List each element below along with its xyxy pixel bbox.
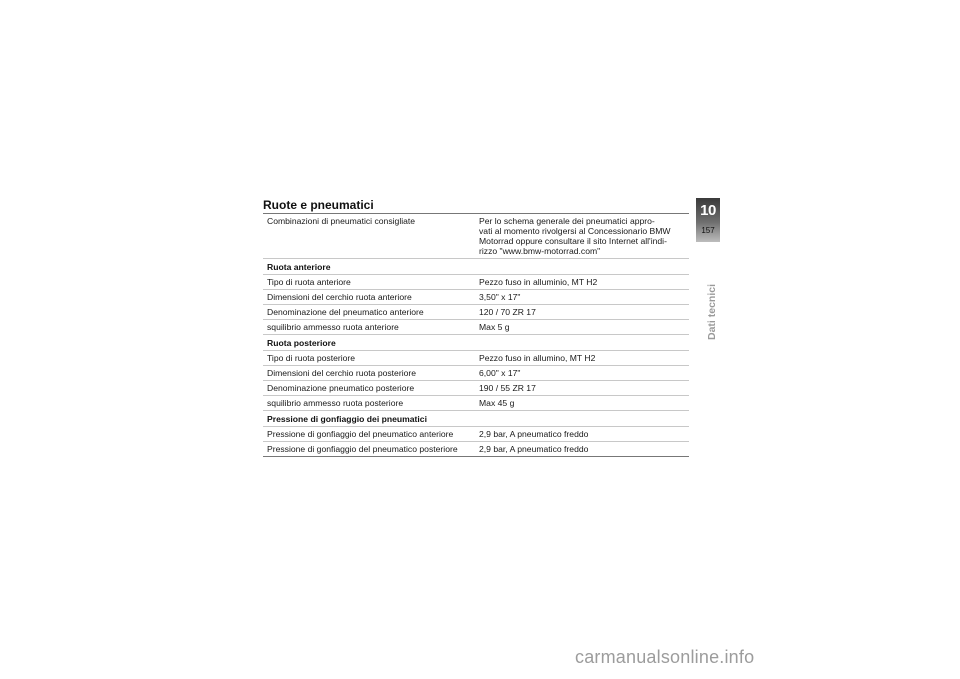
- section-title: Ruota posteriore: [263, 335, 689, 351]
- section-title: Pressione di gonfiaggio dei pneumatici: [263, 411, 689, 427]
- page-number: 157: [701, 226, 715, 235]
- section-header-row: [263, 335, 689, 351]
- spec-label: Pressione di gonfiaggio del pneumatico posteriore: [263, 442, 475, 457]
- table-row: [263, 366, 689, 381]
- spec-value: 2,9 bar, A pneumatico freddo: [475, 442, 689, 457]
- spec-label: Combinazioni di pneumatici consigliate: [263, 214, 475, 259]
- chapter-name: Dati tecnici: [706, 283, 718, 340]
- spec-label: Tipo di ruota posteriore: [263, 351, 475, 366]
- table-row: [263, 351, 689, 366]
- table-row: [263, 275, 689, 290]
- spec-value: Per lo schema generale dei pneumatici appro- vati al momento rivolgersi al Concessionario BMW Motorrad oppure consultare il sito Internet all'indi- rizzo "www.bmw-motorrad.com": [475, 214, 689, 259]
- table-row: [263, 396, 689, 411]
- spec-label: Denominazione pneumatico posteriore: [263, 381, 475, 396]
- spec-value: 2,9 bar, A pneumatico freddo: [475, 427, 689, 442]
- chapter-number: 10: [700, 202, 716, 219]
- spec-label: Denominazione del pneumatico anteriore: [263, 305, 475, 320]
- section-header-row: [263, 259, 689, 275]
- table-row: [263, 214, 689, 259]
- table-row: [263, 442, 689, 457]
- spec-value: 120 / 70 ZR 17: [475, 305, 689, 320]
- spec-label: squilibrio ammesso ruota anteriore: [263, 320, 475, 335]
- spec-value: Pezzo fuso in alluminio, MT H2: [475, 275, 689, 290]
- chapter-tab: [696, 198, 720, 242]
- spec-label: Dimensioni del cerchio ruota posteriore: [263, 366, 475, 381]
- spec-label: squilibrio ammesso ruota posteriore: [263, 396, 475, 411]
- spec-label: Dimensioni del cerchio ruota anteriore: [263, 290, 475, 305]
- spec-label: Tipo di ruota anteriore: [263, 275, 475, 290]
- section-title: Ruota anteriore: [263, 259, 689, 275]
- table-row: [263, 305, 689, 320]
- spec-value: 3,50" x 17": [475, 290, 689, 305]
- section-header-row: [263, 411, 689, 427]
- table-row: [263, 290, 689, 305]
- spec-label: Pressione di gonfiaggio del pneumatico anteriore: [263, 427, 475, 442]
- spec-value: Max 5 g: [475, 320, 689, 335]
- spec-value: Pezzo fuso in allumino, MT H2: [475, 351, 689, 366]
- table-row: [263, 381, 689, 396]
- table-row: [263, 320, 689, 335]
- chapter-side-label: [700, 250, 718, 340]
- spec-value: 6,00" x 17": [475, 366, 689, 381]
- page-title: Ruote e pneumatici: [263, 198, 374, 212]
- table-row: [263, 427, 689, 442]
- spec-value: Max 45 g: [475, 396, 689, 411]
- watermark: carmanualsonline.info: [575, 647, 755, 667]
- spec-value: 190 / 55 ZR 17: [475, 381, 689, 396]
- spec-table: [263, 213, 689, 457]
